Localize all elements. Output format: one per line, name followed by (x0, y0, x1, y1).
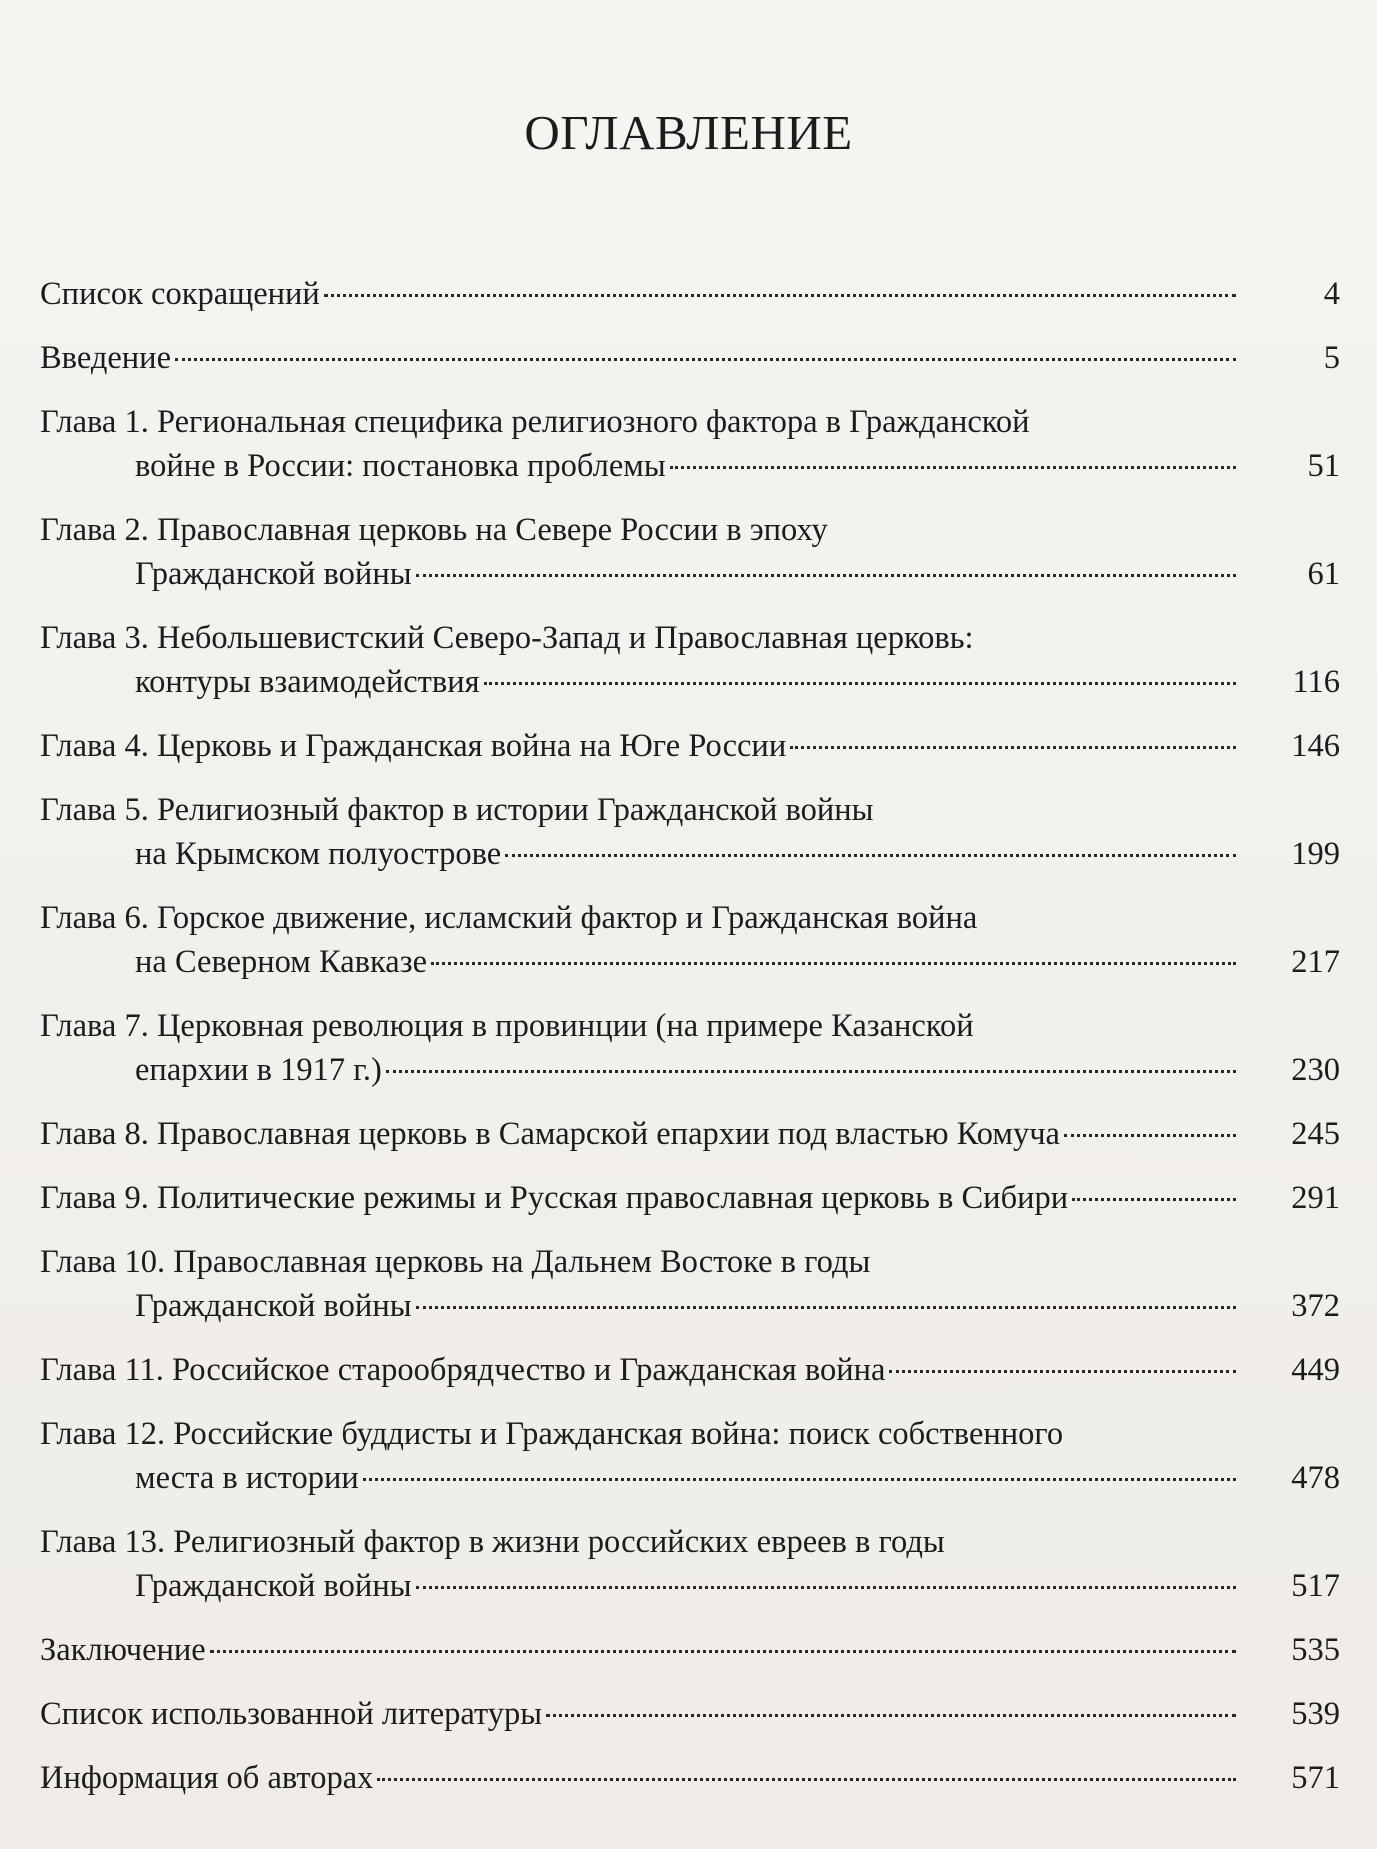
dot-leader (363, 1478, 1236, 1481)
toc-entry-title-line: Глава 13. Религиозный фактор в жизни российских евреев в годы (40, 1524, 945, 1560)
toc-entry[interactable] (40, 1692, 1340, 1736)
toc-entry[interactable] (40, 508, 1340, 596)
toc-page-number: 372 (1291, 1288, 1340, 1324)
toc-entry-title: контуры взаимодействия (135, 664, 480, 700)
toc-entry-title: Гражданской войны (135, 1568, 412, 1604)
toc-page-number: 449 (1291, 1352, 1340, 1388)
toc-entry-title: Глава 11. Российское старообрядчество и Гражданская война (40, 1352, 886, 1388)
toc-page-number: 146 (1291, 728, 1340, 764)
toc-entry-title: Заключение (40, 1632, 206, 1668)
toc-entry-row (40, 1756, 1340, 1800)
toc-entry-title-line: Глава 2. Православная церковь на Севере России в эпоху (40, 512, 828, 548)
toc-page-number: 517 (1291, 1568, 1340, 1604)
toc-entry[interactable] (40, 336, 1340, 380)
toc-entry[interactable] (40, 724, 1340, 768)
toc-entry[interactable] (40, 1240, 1340, 1328)
toc-entry-row (40, 272, 1340, 316)
dot-leader (416, 574, 1236, 577)
dot-leader (431, 962, 1236, 965)
dot-leader (546, 1714, 1236, 1717)
toc-entry-title-line: Глава 3. Небольшевистский Северо-Запад и Православная церковь: (40, 620, 974, 656)
table-of-contents (40, 272, 1340, 1820)
dot-leader (670, 466, 1236, 469)
toc-entry-row (40, 724, 1340, 768)
toc-entry-title-line: Глава 10. Православная церковь на Дальнем Востоке в годы (40, 1244, 871, 1280)
dot-leader (416, 1586, 1236, 1589)
toc-entry-title-line: Глава 5. Религиозный фактор в истории Гражданской войны (40, 792, 874, 828)
toc-entry-row (40, 336, 1340, 380)
toc-entry-row (40, 1176, 1340, 1220)
toc-entry-title: Глава 8. Православная церковь в Самарской епархии под властью Комуча (40, 1116, 1060, 1152)
toc-page-number: 478 (1291, 1460, 1340, 1496)
toc-entry-row (40, 1628, 1340, 1672)
toc-page-number: 116 (1292, 664, 1340, 700)
dot-leader (210, 1650, 1236, 1653)
toc-entry-title: епархии в 1917 г.) (135, 1052, 382, 1088)
toc-entry[interactable] (40, 1520, 1340, 1608)
toc-entry-title: Гражданской войны (135, 556, 412, 592)
toc-entry-row (40, 1284, 1340, 1328)
toc-page-number: 51 (1307, 448, 1340, 484)
toc-page-number: 61 (1307, 556, 1340, 592)
toc-entry-title: Информация об авторах (40, 1760, 374, 1796)
toc-entry[interactable] (40, 788, 1340, 876)
dot-leader (377, 1778, 1236, 1781)
dot-leader (790, 746, 1236, 749)
toc-page-number: 199 (1291, 836, 1340, 872)
toc-entry-title: Введение (40, 340, 171, 376)
dot-leader (1072, 1198, 1236, 1201)
dot-leader (1064, 1134, 1236, 1137)
toc-entry-row (40, 832, 1340, 876)
dot-leader (175, 358, 1236, 361)
page-title: ОГЛАВЛЕНИЕ (524, 105, 853, 160)
toc-entry[interactable] (40, 1412, 1340, 1500)
toc-entry-row (40, 1564, 1340, 1608)
toc-entry[interactable] (40, 1176, 1340, 1220)
toc-entry[interactable] (40, 616, 1340, 704)
toc-page-number: 291 (1291, 1180, 1340, 1216)
toc-entry[interactable] (40, 1628, 1340, 1672)
dot-leader (505, 854, 1236, 857)
toc-entry-row (40, 1112, 1340, 1156)
toc-entry[interactable] (40, 272, 1340, 316)
toc-page-number: 230 (1291, 1052, 1340, 1088)
toc-entry-title-line: Глава 1. Региональная специфика религиозного фактора в Гражданской (40, 404, 1030, 440)
toc-page-number: 535 (1291, 1632, 1340, 1668)
toc-entry-title: войне в России: постановка проблемы (135, 448, 666, 484)
toc-entry-title: Глава 9. Политические режимы и Русская православная церковь в Сибири (40, 1180, 1069, 1216)
toc-entry-row (40, 1048, 1340, 1092)
toc-entry[interactable] (40, 896, 1340, 984)
toc-entry[interactable] (40, 1004, 1340, 1092)
toc-entry[interactable] (40, 400, 1340, 488)
toc-page-number: 571 (1291, 1760, 1340, 1796)
toc-entry-title: Список сокращений (40, 276, 320, 312)
toc-entry-title-line: Глава 6. Горское движение, исламский фактор и Гражданская война (40, 900, 978, 936)
toc-entry-title: на Северном Кавказе (135, 944, 427, 980)
toc-entry-row (40, 444, 1340, 488)
toc-page-number: 5 (1323, 340, 1340, 376)
toc-page-number: 245 (1291, 1116, 1340, 1152)
dot-leader (386, 1070, 1236, 1073)
toc-entry-title: на Крымском полуострове (135, 836, 502, 872)
toc-entry-row (40, 1456, 1340, 1500)
toc-entry[interactable] (40, 1756, 1340, 1800)
dot-leader (484, 682, 1236, 685)
toc-entry[interactable] (40, 1112, 1340, 1156)
toc-entry-row (40, 1692, 1340, 1736)
toc-entry-title: Гражданской войны (135, 1288, 412, 1324)
toc-page-number: 217 (1291, 944, 1340, 980)
toc-entry-title-line: Глава 12. Российские буддисты и Гражданская война: поиск собственного (40, 1416, 1064, 1452)
toc-entry-row (40, 940, 1340, 984)
toc-entry-row (40, 660, 1340, 704)
toc-entry-title-line: Глава 7. Церковная революция в провинции (на примере Казанской (40, 1008, 974, 1044)
toc-entry-row (40, 1348, 1340, 1392)
toc-entry-row (40, 552, 1340, 596)
toc-entry-title: Список использованной литературы (40, 1696, 543, 1732)
toc-entry[interactable] (40, 1348, 1340, 1392)
toc-page-number: 4 (1323, 276, 1340, 312)
dot-leader (889, 1370, 1236, 1373)
toc-entry-title: Глава 4. Церковь и Гражданская война на Юге России (40, 728, 787, 764)
dot-leader (416, 1306, 1236, 1309)
toc-page-number: 539 (1291, 1696, 1340, 1732)
dot-leader (324, 294, 1236, 297)
toc-entry-title: места в истории (135, 1460, 359, 1496)
